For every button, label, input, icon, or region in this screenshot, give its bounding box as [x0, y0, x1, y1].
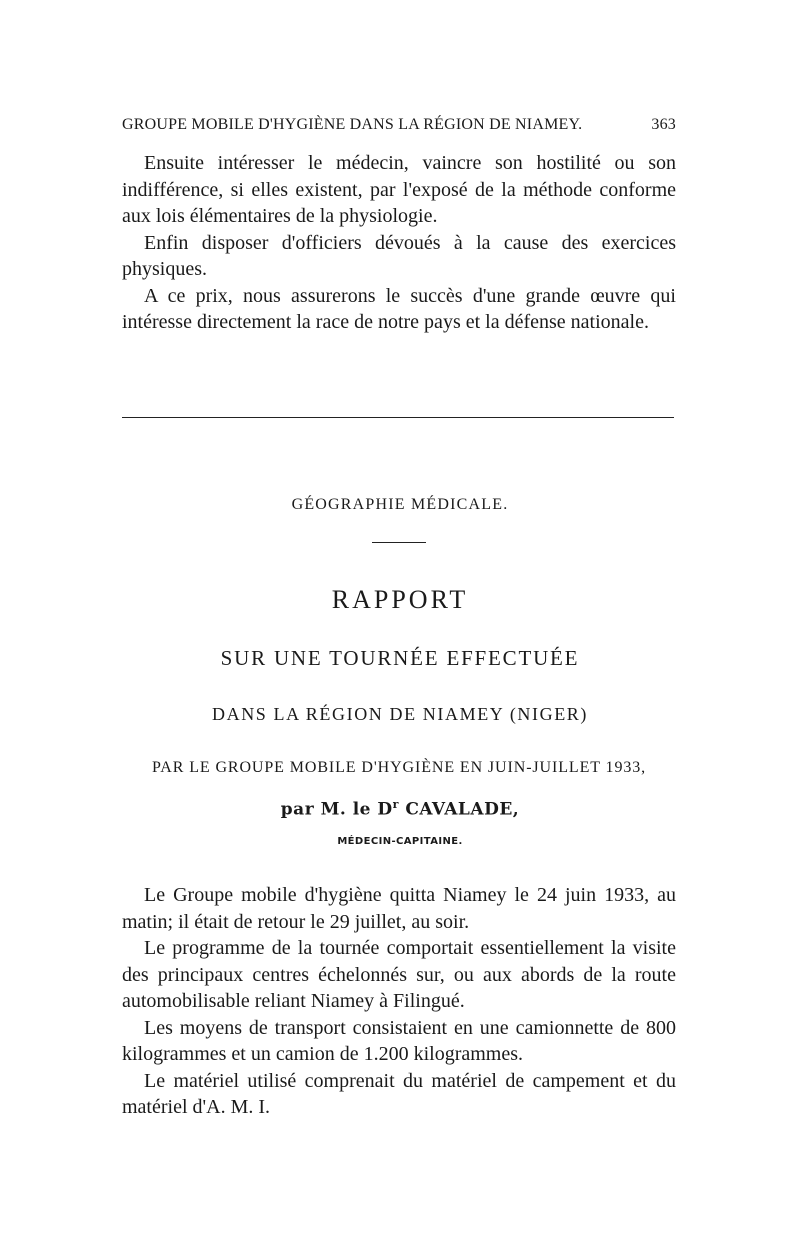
paragraph: A ce prix, nous assurerons le succès d'une grande œuvre qui intéresse directement la race de notre pays et la défense nationale. — [122, 284, 676, 333]
article-subtitle-3: PAR LE GROUPE MOBILE D'HYGIÈNE EN JUIN-JUILLET 1933, — [151, 759, 647, 776]
running-head-title: GROUPE MOBILE D'HYGIÈNE DANS LA RÉGION DE NIAMEY. — [122, 116, 583, 133]
paragraph: Le matériel utilisé comprenait du matériel de campement et du matériel d'A. M. I. — [122, 1069, 676, 1118]
article-subtitle-1: SUR UNE TOURNÉE EFFECTUÉE — [220, 646, 580, 670]
author-line — [0, 798, 800, 820]
article-title: RAPPORT — [331, 585, 469, 614]
author-prefix: par M. le D — [280, 799, 393, 820]
section-divider — [122, 417, 674, 418]
paragraph: Les moyens de transport consistaient en une camionnette de 800 kilogrammes et un camion de 1.200 kilogrammes. — [122, 1016, 676, 1065]
page-number: 363 — [651, 116, 676, 133]
paragraph: Le programme de la tournée comportait essentiellement la visite des principaux centres échelonnés sur, ou aux abords de la route automobilisable reliant Niamey à Filingué. — [122, 937, 676, 1012]
author-sup: r — [392, 798, 399, 811]
section-heading: GÉOGRAPHIE MÉDICALE. — [291, 496, 509, 513]
paragraph: Le Groupe mobile d'hygiène quitta Niamey le 24 juin 1933, au matin; il était de retour le 29 juillet, au soir. — [122, 884, 676, 933]
running-head — [122, 116, 676, 134]
top-text-block — [122, 150, 676, 336]
paragraph: Enfin disposer d'officiers dévoués à la cause des exercices physiques. — [122, 231, 676, 280]
short-divider — [372, 542, 426, 543]
author-name: CAVALADE, — [398, 799, 520, 820]
paragraph: Ensuite intéresser le médecin, vaincre son hostilité ou son indifférence, si elles existent, par l'exposé de la méthode conforme aux lois élémentaires de la physiologie. — [122, 152, 676, 227]
author-rank: MÉDECIN-CAPITAINE. — [337, 836, 463, 847]
article-subtitle-2: DANS LA RÉGION DE NIAMEY (NIGER) — [212, 704, 588, 724]
body-text-block — [122, 882, 676, 1121]
